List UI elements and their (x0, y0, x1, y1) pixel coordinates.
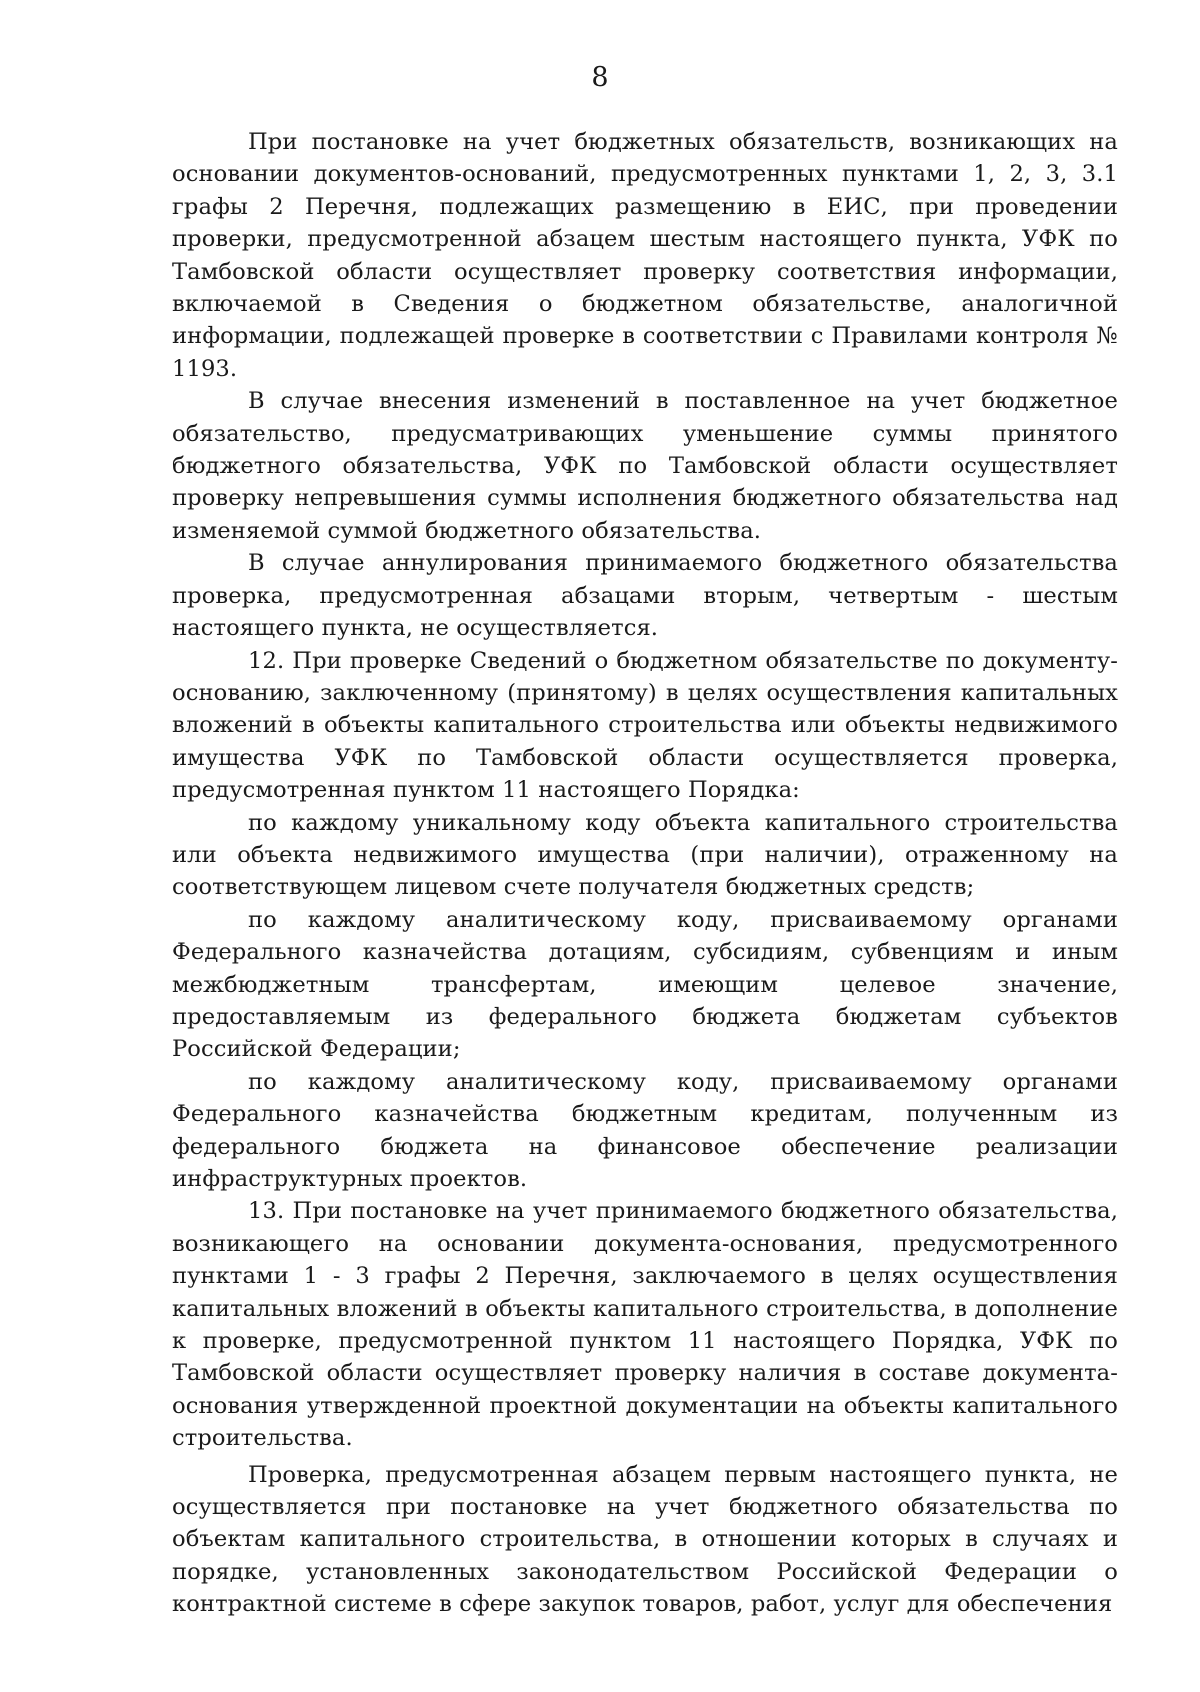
paragraph-registration-check: При постановке на учет бюджетных обязательств, возникающих на основании документов-оснований, предусмотренных пунктами 1, 2, 3, 3.1 графы 2 Перечня, подлежащих размещению в ЕИС, при проведении проверки, предусмотренной абзацем шестым настоящего пункта, УФК по Тамбовской области осуществляет проверку соответствия информации, включаемой в Сведения о бюджетном обязательстве, аналогичной информации, подлежащей проверке в соответствии с Правилами контроля № 1193. (172, 129, 1118, 382)
paragraph-annulment-check: В случае аннулирования принимаемого бюджетного обязательства проверка, предусмотренная абзацами вторым, четвертым - шестым настоящего пункта, не осуществляется. (172, 550, 1118, 642)
paragraph-item-13: 13. При постановке на учет принимаемого бюджетного обязательства, возникающего на основании документа-основания, предусмотренного пунктами 1 - 3 графы 2 Перечня, заключаемого в целях осуществления капитальных вложений в объекты капитального строительства, в дополнение к проверке, предусмотренной пунктом 11 настоящего Порядка, УФК по Тамбовской области осуществляет проверку наличия в составе документа-основания утвержденной проектной документации на объекты капитального строительства. (172, 1198, 1118, 1452)
paragraph-item-12-credits-code: по каждому аналитическому коду, присваиваемому органами Федерального казначейства бюджетным кредитам, полученным из федерального бюджета на финансовое обеспечение реализации инфраструктурных проектов. (172, 1068, 1118, 1192)
paragraph-amendment-check: В случае внесения изменений в поставленное на учет бюджетное обязательство, предусматривающих уменьшение суммы принятого бюджетного обязательства, УФК по Тамбовской области осуществляет проверку непревышения суммы исполнения бюджетного обязательства над изменяемой суммой бюджетного обязательства. (172, 388, 1118, 544)
paragraph-item-12-object-code: по каждому уникальному коду объекта капитального строительства или объекта недвижимого имущества (при наличии), отраженному на соответствующем лицевом счете получателя бюджетных средств; (172, 809, 1118, 901)
paragraph-item-12: 12. При проверке Сведений о бюджетном обязательстве по документу-основанию, заключенному (принятому) в целях осуществления капитальных вложений в объекты капитального строительства или объекты недвижимого имущества УФК по Тамбовской области осуществляется проверка, предусмотренная пунктом 11 настоящего Порядка: (172, 647, 1118, 804)
paragraph-item-12-transfers-code: по каждому аналитическому коду, присваиваемому органами Федерального казначейства дотациям, субсидиям, субвенциям и иным межбюджетным трансфертам, имеющим целевое значение, предоставляемым из федерального бюджета бюджетам субъектов Российской Федерации; (172, 906, 1118, 1063)
page-number: 8 (591, 62, 609, 93)
paragraph-item-13-exception: Проверка, предусмотренная абзацем первым настоящего пункта, не осуществляется при постановке на учет бюджетного обязательства по объектам капитального строительства, в отношении которых в случаях и порядке, установленных законодательством Российской Федерации о контрактной системе в сфере закупок товаров, работ, услуг для обеспечения (172, 1461, 1118, 1618)
document-body (172, 126, 1118, 1621)
